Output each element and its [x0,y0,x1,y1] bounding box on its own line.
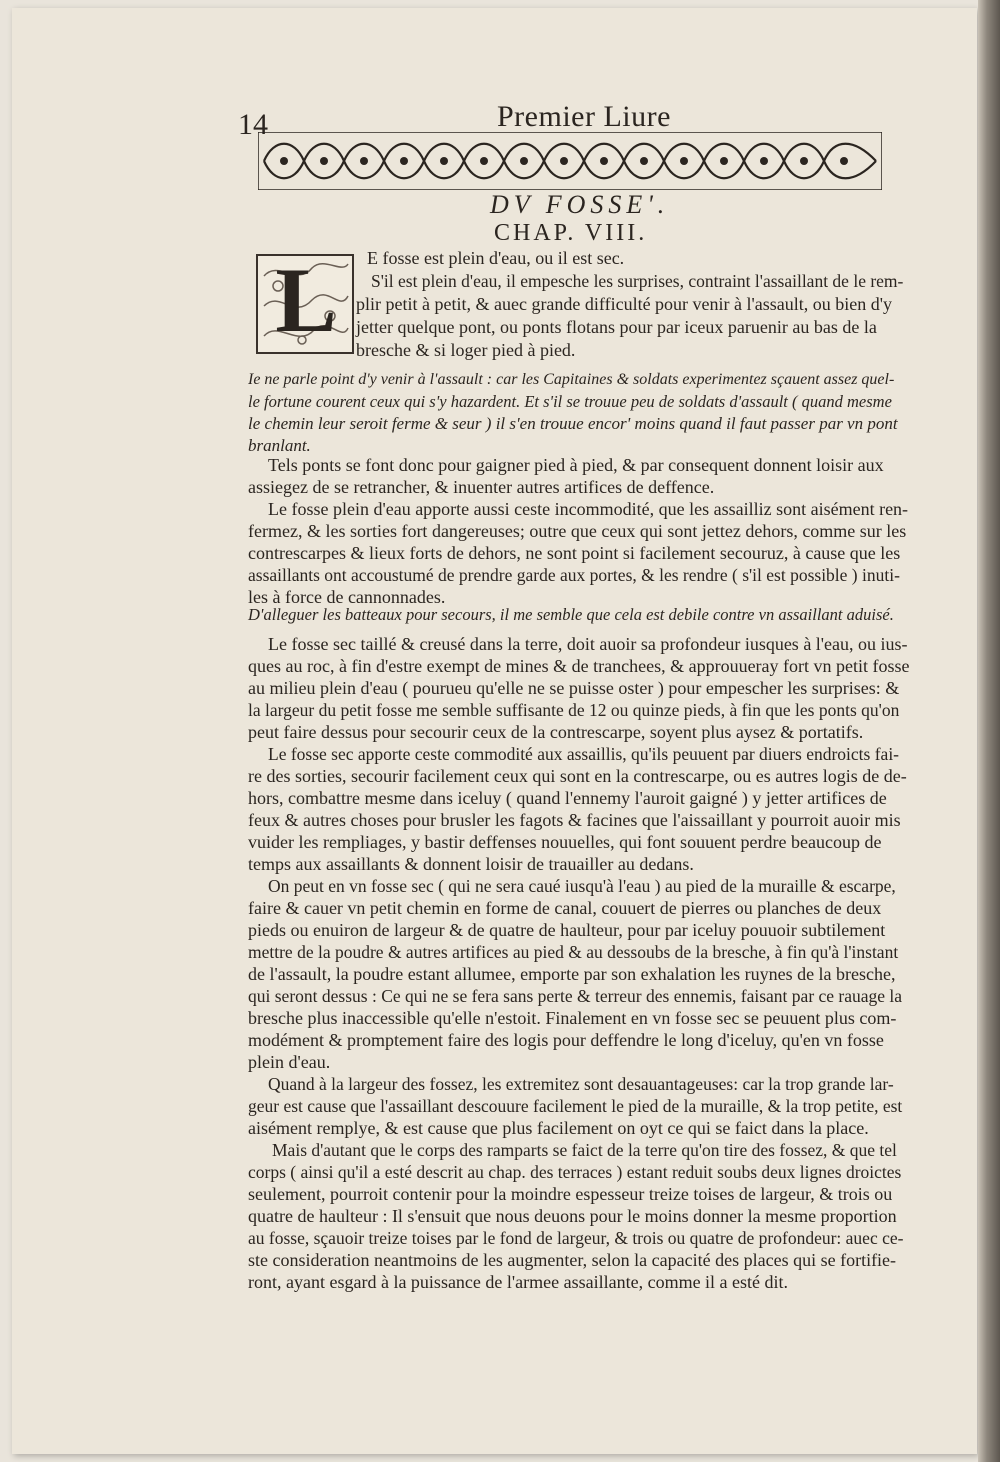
book-spine [978,0,1000,1462]
text-line: jetter quelque pont, ou ponts flotans pour par iceux paruenir au bas de la [356,317,877,337]
text-line: les à force de cannonnades. [248,587,446,607]
text-line: bresche plus inaccessible qu'elle n'estoit. Finalement en vn fosse sec se peuuent plus com- [248,1008,897,1028]
drop-cap-letter: L [275,249,337,351]
text-line: re des sorties, secourir facilement ceux qui sont en la contrescarpe, ou es autres logis de de- [248,766,907,786]
text-line: quatre de haulteur : Il s'ensuit que nous deuons pour le moins donner la mesme proportion [248,1206,897,1226]
text-line: Mais d'autant que le corps des ramparts se faict de la terre qu'on tire des fossez, & que tel [272,1140,897,1160]
text-line: S'il est plein d'eau, il empesche les surprises, contraint l'assaillant de le rem- [371,271,904,291]
text-line-italic: le chemin leur seroit ferme & seur ) il s'en trouue encor' moins quand il faut passer par vn pont [248,414,898,433]
text-line: contrescarpes & lieux forts de dehors, ne sont point si facilement secouruz, à cause que les [248,543,901,563]
text-line-italic: branlant. [248,436,311,455]
text-line: au fosse, sçauoir treize toises par le fond de largeur, & trois ou quatre de profondeur: auec ce- [248,1228,904,1248]
chapter-title: DV FOSSE'. [490,190,670,219]
text-line: geur est cause que l'assaillant descouure facilement le pied de la muraille, & la trop petite, est [248,1096,903,1116]
text-line: plir petit à petit, & auec grande difficulté pour venir à l'assault, ou bien d'y [356,294,892,314]
text-line: assaillants ont accoustumé de prendre garde aux portes, & les rendre ( s'il est possible ) inuti- [248,565,900,585]
text-line: On peut en vn fosse sec ( qui ne sera caué iusqu'à l'eau ) au pied de la muraille & escarpe, [268,876,896,896]
text-line: qui seront dessus : Ce qui ne se fera sans perte & terreur des ennemis, faisant par ce rauage la [248,986,903,1006]
text-line-italic: D'alleguer les batteaux pour secours, il me semble que cela est debile contre vn assaillant aduisé. [248,605,894,624]
text-line: peut faire dessus pour secourir ceux de la contrescarpe, soyent plus aysez & portatifs. [248,722,864,742]
text-line: modément & promptement faire des logis pour deffendre le long d'iceluy, qu'en vn fosse [248,1030,884,1050]
text-line: fermez, & les sorties fort dangereuses; outre que ceux qui sont jettez dehors, comme sur les [248,521,907,541]
text-line: Quand à la largeur des fossez, les extremitez sont desauantageuses: car la trop grande lar- [268,1074,894,1094]
text-line: hors, combattre mesme dans iceluy ( quand l'ennemy l'auroit gaigné ) y jetter artifices de [248,788,887,808]
text-line: la largeur du petit fosse me semble suffisante de 12 ou quinze pieds, à fin que les ponts qu'on [248,700,900,720]
text-line: plein d'eau. [248,1052,331,1072]
page-number: 14 [238,108,268,141]
text-line: Le fosse plein d'eau apporte aussi ceste incommodité, que les assailliz sont aisément ren- [268,499,909,519]
text-line: Le fosse sec apporte ceste commodité aux assaillis, qu'ils peuuent par diuers endroicts fai- [268,744,900,764]
text-line: Le fosse sec taillé & creusé dans la terre, doit auoir sa profondeur iusques à l'eau, ou ius- [268,634,908,654]
running-head: Premier Liure [497,100,671,133]
text-line: ste consideration neantmoins de les augmenter, selon la capacité des places qui se fortifie- [248,1250,897,1270]
ornamental-band [258,132,882,190]
text-line: ront, ayant esgard à la puissance de l'armee assaillante, comme il a esté dit. [248,1272,789,1292]
text-line: pieds ou enuiron de largeur & de quatre de haulteur, pour par iceluy pouuoir subtilement [248,920,886,940]
text-line: mettre de la poudre & autres artifices au pied & au dessoubs de la bresche, à fin qu'à l'instant [248,942,899,962]
text-line: de l'assault, la poudre estant allumee, emporte par son exhalation les ruynes de la bresche, [248,964,896,984]
text-line: aisément remplye, & est cause que plus facilement on oyt ce qui se faict dans la place. [248,1118,869,1138]
drop-cap [256,249,354,354]
text-line: corps ( ainsi qu'il a esté descrit au chap. des terraces ) estant reduit soubs deux lignes droictes [248,1162,902,1182]
text-line: seulement, pourroit contenir pour la moindre espesseur treize toises de largeur, & trois ou [248,1184,893,1204]
text-line: bresche & si loger pied à pied. [356,340,576,360]
text-line: vuider les rempliages, y bastir deffenses nouuelles, qui font souuent perdre beaucoup de [248,832,882,852]
text-line: feux & autres choses pour brusler les fagots & facines que l'aissaillant y pourroit auoir mis [248,810,901,830]
text-line: au milieu plein d'eau ( pourueu qu'elle ne se puisse oster ) pour empescher les surprises: & [248,678,900,698]
text-line: faire & cauer vn petit chemin en forme de canal, couuert de pierres ou planches de deux [248,898,882,918]
text-line-italic: Ie ne parle point d'y venir à l'assault : car les Capitaines & soldats experimentez sçauent assez quel- [248,371,895,388]
chapter-number: CHAP. VIII. [494,220,648,246]
text-line: ques au roc, à fin d'estre exempt de mines & de tranchees, & approuueray fort vn petit fosse [248,656,910,676]
text-line: Tels ponts se font donc pour gaigner pied à pied, & par consequent donnent loisir aux [268,455,884,475]
text-line: temps aux assaillants & donnent loisir de trauailler au dedans. [248,854,694,874]
text-line: assiegez de se retrancher, & inuenter autres artifices de deffence. [248,477,715,497]
text-line: E fosse est plein d'eau, ou il est sec. [367,248,625,268]
text-line-italic: le fortune courent ceux qui s'y hazardent. Et s'il se trouue peu de soldats d'assault ( quand mesme [248,392,892,411]
